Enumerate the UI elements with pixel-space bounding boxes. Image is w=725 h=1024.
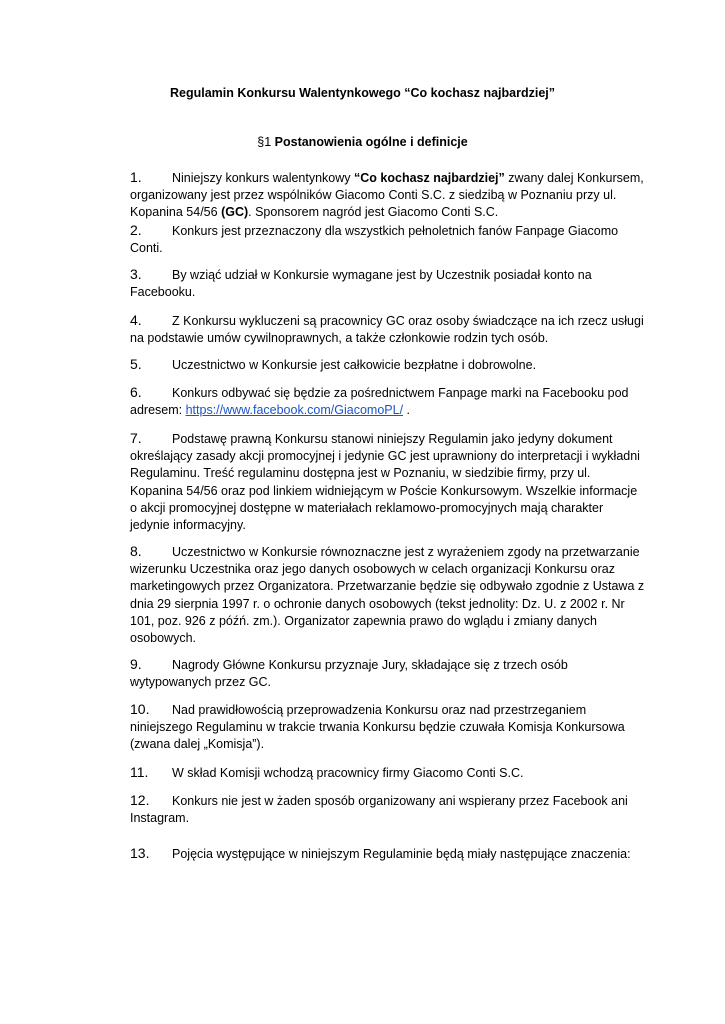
- item-number: 2.: [130, 222, 142, 238]
- list-item-4: [130, 312, 645, 347]
- section-title: Postanowienia ogólne i definicje: [274, 135, 468, 149]
- item-number: 12.: [130, 792, 150, 808]
- item-number: 11.: [130, 764, 149, 780]
- fanpage-link[interactable]: https://www.facebook.com/GiacomoPL/: [185, 403, 404, 418]
- list-item-10: [130, 701, 645, 754]
- item-number: 6.: [130, 384, 142, 400]
- section-prefix: §1: [257, 135, 275, 149]
- item-text: .: [403, 403, 411, 418]
- organizer-abbrev: (GC): [221, 205, 249, 220]
- list-item-12: [130, 792, 645, 827]
- list-item-3: [130, 266, 645, 301]
- item-text: Uczestnictwo w Konkursie jest całkowicie bezpłatne i dobrowolne.: [172, 358, 537, 372]
- contest-name: “Co kochasz najbardziej”: [354, 171, 505, 185]
- item-text: Konkurs jest przeznaczony dla wszystkich pełnoletnich fanów Fanpage Giacomo Conti.: [130, 224, 619, 256]
- list-item-11: [130, 764, 645, 782]
- item-number: 10.: [130, 701, 150, 717]
- list-item-8: [130, 543, 645, 647]
- item-number: 1.: [130, 169, 142, 185]
- item-text: Pojęcia występujące w niniejszym Regulaminie będą miały następujące znaczenia:: [172, 847, 631, 861]
- list-item-2: [130, 222, 645, 257]
- item-number: 13.: [130, 845, 150, 861]
- item-text: W skład Komisji wchodzą pracownicy firmy Giacomo Conti S.C.: [172, 766, 524, 780]
- item-text: Uczestnictwo w Konkursie równoznaczne jest z wyrażeniem zgody na przetwarzanie wizerunku Uczestnika oraz jego danych osobowych w celach organizacji Konkursu oraz marketingowych przez Organizatora. Przetwarzanie będzie się odbywało zgodnie z Ustawa z dnia 29 sierpnia 1997 r. o ochronie danych osobowych (tekst jednolity: Dz. U. z 2002 r. Nr 101, poz. 926 z późń. zm.). Organizator zapewnia prawo do wglądu i zmiany danych osobowych.: [130, 545, 645, 646]
- item-number: 3.: [130, 266, 142, 282]
- item-number: 9.: [130, 656, 142, 672]
- item-text: . Sponsorem nagród jest Giacomo Conti S.C.: [248, 205, 499, 220]
- item-text: Podstawę prawną Konkursu stanowi niniejszy Regulamin jako jedyny dokument określający zasady akcji promocyjnej i jedynie GC jest uprawniony do interpretacji i wykładni Regulaminu. Treść regulaminu dostępna jest w Poznaniu, w siedzibie firmy, przy ul. Kopanina 54/56 oraz pod linkiem widniejącym w Poście Konkursowym. Wszelkie informacje o akcji promocyjnej dostępne w materiałach reklamowo-promocyjnych mają charakter jedynie informacyjny.: [130, 432, 640, 533]
- item-text: Z Konkursu wykluczeni są pracownicy GC oraz osoby świadczące na ich rzecz usługi na podstawie umów cywilnoprawnych, a także członkowie rodzin tych osób.: [130, 314, 644, 346]
- item-number: 8.: [130, 543, 142, 559]
- list-item-9: [130, 656, 645, 691]
- list-item-1: [130, 169, 645, 222]
- item-number: 4.: [130, 312, 142, 328]
- item-number: 5.: [130, 356, 142, 372]
- list-item-5: [130, 356, 645, 374]
- section-heading: [0, 135, 725, 149]
- list-item-13: [130, 845, 645, 863]
- document-title: Regulamin Konkursu Walentynkowego “Co kochasz najbardziej”: [169, 86, 556, 100]
- item-text: Konkurs nie jest w żaden sposób organizowany ani wspierany przez Facebook ani Instagram.: [130, 794, 628, 826]
- list-item-6: [130, 384, 645, 419]
- item-text: zwany dalej Konkursem, organizowany jest przez wspólników Giacomo Conti S.C. z siedzibą w Poznaniu przy ul. Kopanina 54/56: [130, 171, 644, 220]
- list-item-7: [130, 430, 645, 534]
- item-number: 7.: [130, 430, 142, 446]
- item-text: Konkurs odbywać się będzie za pośrednictwem Fanpage marki na Facebooku pod adresem:: [130, 386, 629, 418]
- item-text: Niniejszy konkurs walentynkowy: [172, 171, 355, 185]
- item-text: Nad prawidłowością przeprowadzenia Konkursu oraz nad przestrzeganiem niniejszego Regulaminu w trakcie trwania Konkursu będzie czuwała Komisja Konkursowa (zwana dalej „Komisja”).: [130, 703, 625, 752]
- item-text: By wziąć udział w Konkursie wymagane jest by Uczestnik posiadał konto na Facebooku.: [130, 268, 592, 300]
- item-text: Nagrody Główne Konkursu przyznaje Jury, składające się z trzech osób wytypowanych przez GC.: [130, 658, 568, 690]
